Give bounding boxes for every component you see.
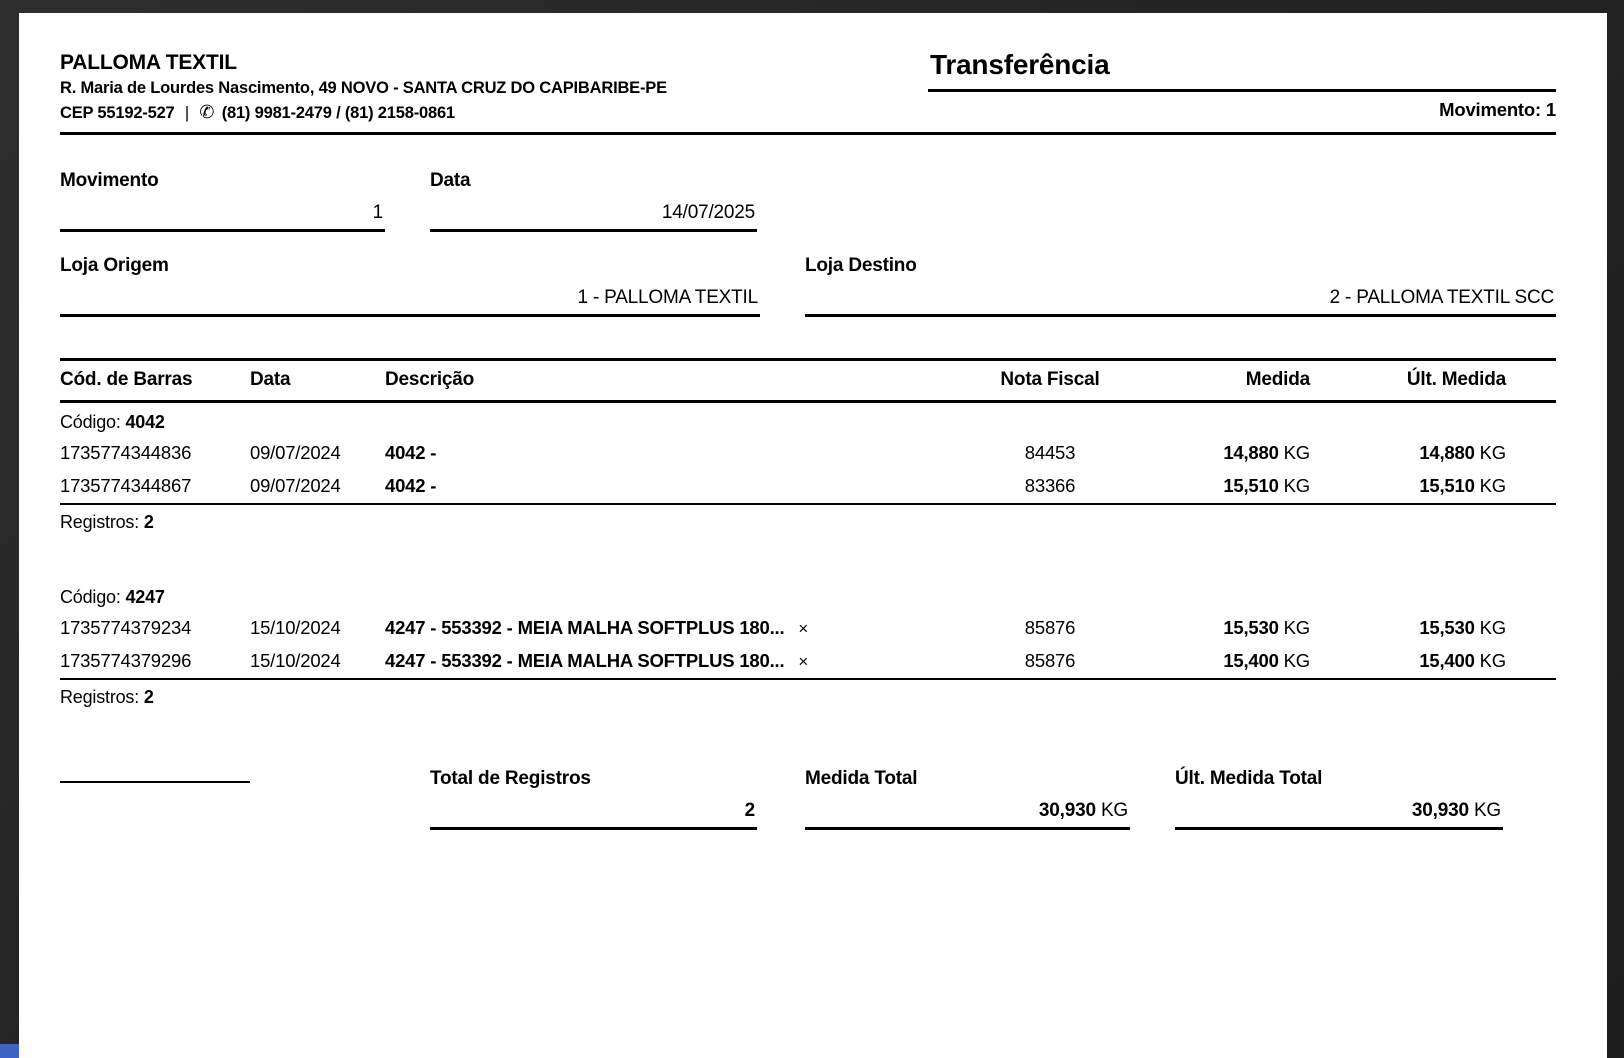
document-page bbox=[19, 13, 1607, 1058]
phone-icon: ✆ bbox=[199, 102, 215, 122]
group-code-row bbox=[60, 578, 1556, 612]
total-registros-block bbox=[430, 767, 757, 830]
cell-medida: 15,530 KG bbox=[1223, 617, 1310, 638]
cell-description: 4247 - 553392 - MEIA MALHA SOFTPLUS 180... bbox=[385, 617, 785, 638]
registros-label: Registros: bbox=[60, 512, 140, 532]
title-block bbox=[928, 47, 1556, 125]
document-header bbox=[60, 47, 1556, 125]
cell-nota-fiscal: 85876 bbox=[1024, 617, 1076, 638]
medida-total-block bbox=[805, 767, 1130, 830]
ult-medida-total-label: Últ. Medida Total bbox=[1175, 768, 1323, 789]
column-header-description: Descrição bbox=[385, 369, 475, 390]
table-row bbox=[60, 612, 1556, 645]
cell-medida: 15,400 KG bbox=[1223, 650, 1310, 671]
field-loja-destino-label: Loja Destino bbox=[805, 255, 917, 276]
company-name: PALLOMA TEXTIL bbox=[60, 51, 237, 74]
field-loja-destino bbox=[805, 254, 1556, 317]
field-loja-destino-value: 2 - PALLOMA TEXTIL SCC bbox=[805, 278, 1556, 317]
company-cep: CEP 55192-527 bbox=[60, 104, 175, 122]
medida-total-label: Medida Total bbox=[805, 768, 918, 789]
x-mark-icon: × bbox=[798, 619, 809, 638]
cell-ult-medida: 15,400 KG bbox=[1419, 650, 1506, 671]
cell-description: 4042 - bbox=[385, 442, 437, 463]
cell-barcode: 1735774379234 bbox=[60, 617, 192, 638]
group-spacer bbox=[60, 541, 1556, 578]
totals-row bbox=[60, 767, 1556, 830]
separator: | bbox=[184, 104, 190, 122]
company-phones: (81) 9981-2479 / (81) 2158-0861 bbox=[221, 104, 455, 122]
company-address: R. Maria de Lourdes Nascimento, 49 NOVO - SANTA CRUZ DO CAPIBARIBE-PE bbox=[60, 79, 667, 97]
x-mark-icon bbox=[436, 444, 450, 463]
field-data-value: 14/07/2025 bbox=[430, 193, 757, 232]
table-row bbox=[60, 645, 1556, 678]
x-mark-icon bbox=[436, 477, 450, 496]
total-registros-label: Total de Registros bbox=[430, 768, 591, 789]
cell-description: 4247 - 553392 - MEIA MALHA SOFTPLUS 180... bbox=[385, 650, 785, 671]
column-header-nota-fiscal: Nota Fiscal bbox=[1000, 369, 1100, 390]
blue-corner-artifact bbox=[0, 1044, 19, 1058]
code-label: Código: bbox=[60, 412, 121, 432]
cell-barcode: 1735774344867 bbox=[60, 475, 192, 496]
movement-indicator bbox=[928, 99, 1556, 121]
column-header-medida: Medida bbox=[1245, 369, 1310, 390]
cell-medida: 14,880 KG bbox=[1223, 442, 1310, 463]
field-movimento-value: 1 bbox=[60, 193, 385, 232]
cell-date: 09/07/2024 bbox=[250, 475, 341, 496]
medida-total-value: 30,930 KG bbox=[805, 791, 1130, 830]
cell-ult-medida: 15,530 KG bbox=[1419, 617, 1506, 638]
field-loja-origem-label: Loja Origem bbox=[60, 255, 169, 276]
movement-value: 1 bbox=[1545, 99, 1556, 120]
ult-medida-total-block bbox=[1175, 767, 1503, 830]
company-contact bbox=[60, 100, 880, 125]
column-header-date: Data bbox=[250, 369, 291, 390]
cell-date: 15/10/2024 bbox=[250, 617, 341, 638]
table-row bbox=[60, 437, 1556, 470]
field-data-label: Data bbox=[430, 170, 471, 191]
total-registros-value: 2 bbox=[430, 791, 757, 830]
field-movimento-label: Movimento bbox=[60, 170, 159, 191]
code-value: 4042 bbox=[125, 412, 165, 432]
cell-ult-medida: 14,880 KG bbox=[1419, 442, 1506, 463]
column-header-barcode: Cód. de Barras bbox=[60, 369, 193, 390]
code-value: 4247 bbox=[125, 587, 165, 607]
column-header-ult-medida: Últ. Medida bbox=[1406, 369, 1506, 390]
document-title: Transferência bbox=[928, 47, 1556, 92]
table-header-row bbox=[60, 358, 1556, 403]
field-data bbox=[430, 169, 757, 232]
cell-medida: 15,510 KG bbox=[1223, 475, 1310, 496]
registros-label: Registros: bbox=[60, 687, 140, 707]
table-row bbox=[60, 470, 1556, 503]
cell-nota-fiscal: 84453 bbox=[1024, 442, 1076, 463]
code-label: Código: bbox=[60, 587, 121, 607]
movement-label: Movimento: bbox=[1439, 99, 1541, 120]
field-movimento bbox=[60, 169, 385, 232]
cell-ult-medida: 15,510 KG bbox=[1419, 475, 1506, 496]
group-code-row bbox=[60, 403, 1556, 437]
cell-barcode: 1735774379296 bbox=[60, 650, 192, 671]
field-loja-origem bbox=[60, 254, 760, 317]
cell-nota-fiscal: 83366 bbox=[1024, 475, 1076, 496]
header-divider bbox=[60, 132, 1556, 135]
empty-field-line bbox=[60, 767, 250, 783]
field-loja-origem-value: 1 - PALLOMA TEXTIL bbox=[60, 278, 760, 317]
registros-value: 2 bbox=[143, 512, 154, 532]
company-block bbox=[60, 47, 880, 125]
cell-nota-fiscal: 85876 bbox=[1024, 650, 1076, 671]
group-registros-row bbox=[60, 503, 1556, 541]
fields-row-2 bbox=[60, 254, 1556, 317]
x-mark-icon: × bbox=[798, 652, 809, 671]
group-registros-row bbox=[60, 678, 1556, 716]
ult-medida-total-value: 30,930 KG bbox=[1175, 791, 1503, 830]
registros-value: 2 bbox=[143, 687, 154, 707]
cell-date: 15/10/2024 bbox=[250, 650, 341, 671]
items-table bbox=[60, 358, 1556, 716]
fields-row-1 bbox=[60, 169, 1556, 232]
cell-date: 09/07/2024 bbox=[250, 442, 341, 463]
cell-barcode: 1735774344836 bbox=[60, 442, 192, 463]
cell-description: 4042 - bbox=[385, 475, 437, 496]
